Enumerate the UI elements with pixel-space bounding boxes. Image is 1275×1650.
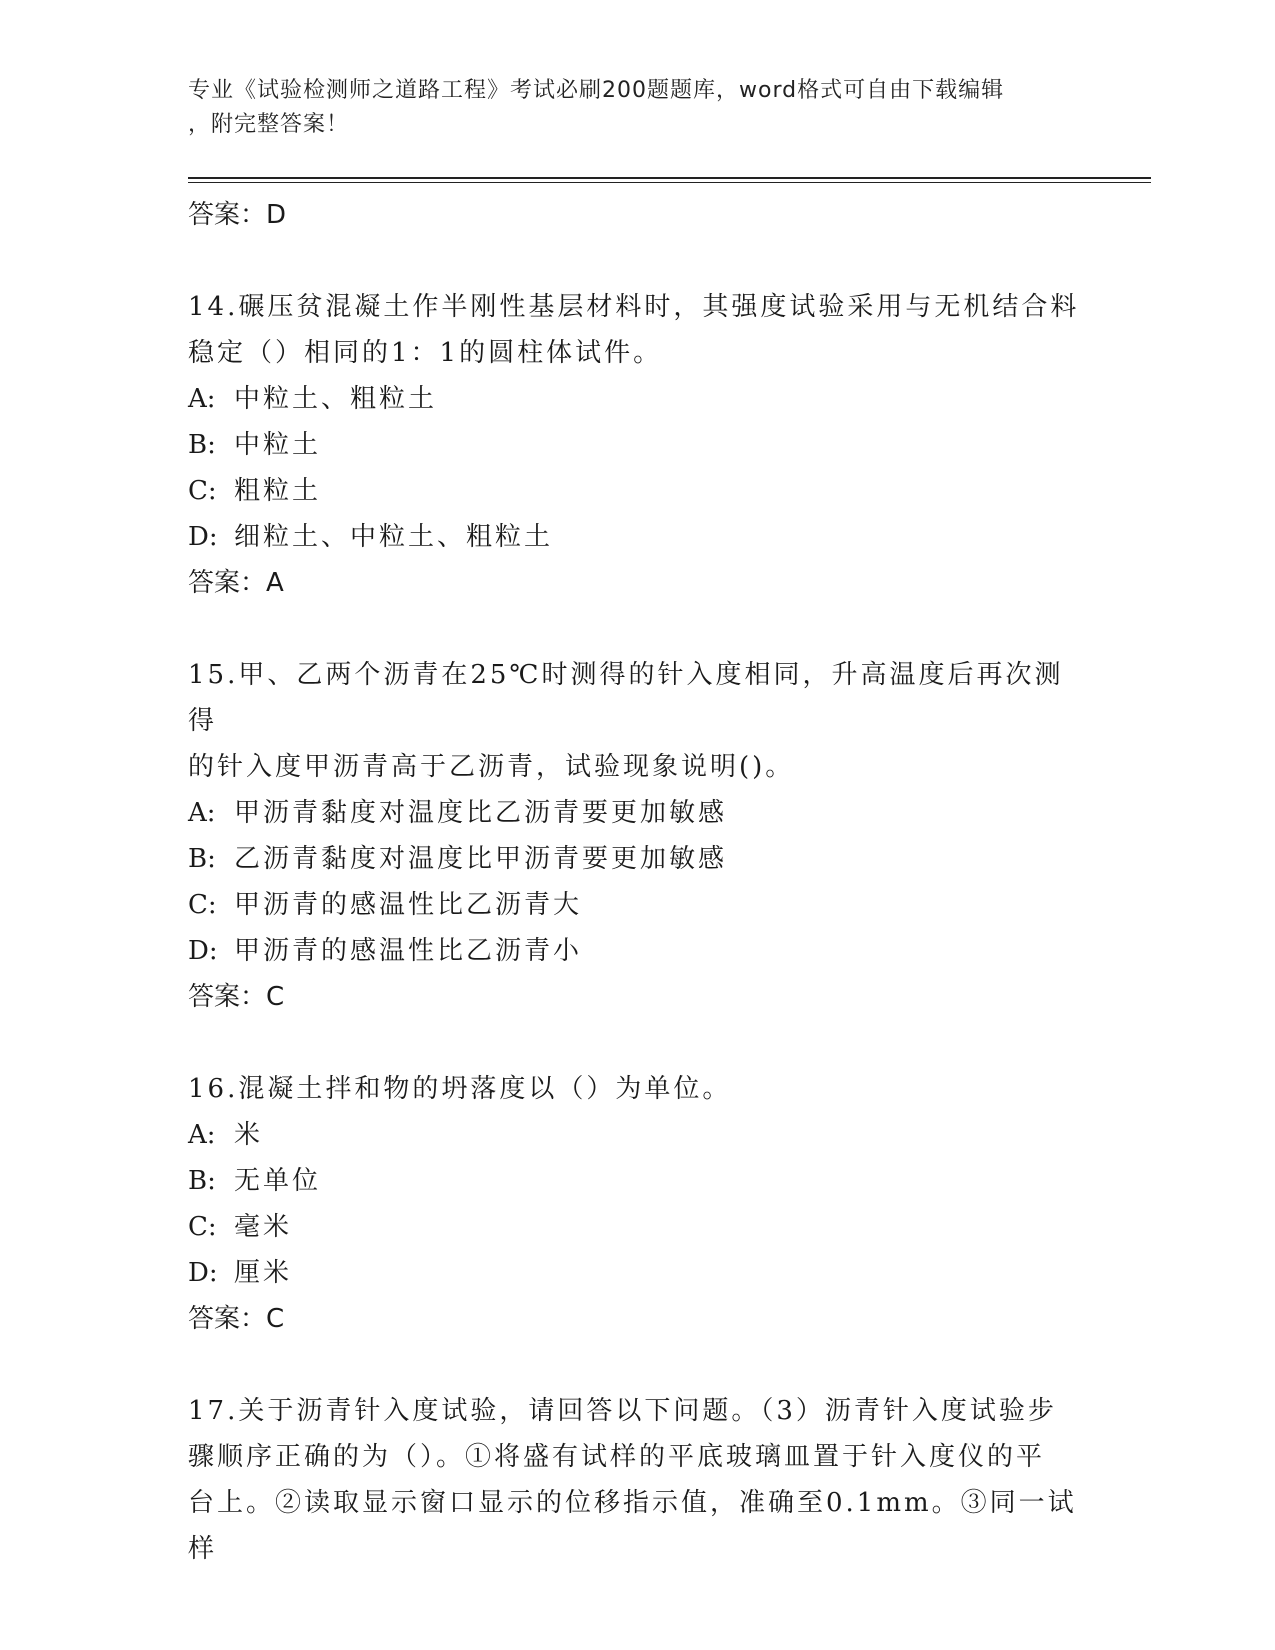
option-text: 细粒土、中粒土、粗粒土 — [234, 522, 554, 552]
question-stem-line: 的针入度甲沥青高于乙沥青，试验现象说明()。 — [188, 752, 795, 782]
previous-answer: 答案：D — [188, 200, 287, 230]
option-d — [188, 928, 1088, 974]
question-17 — [188, 1388, 1088, 1572]
option-text: 甲沥青的感温性比乙沥青大 — [234, 890, 583, 920]
option-key: D: — [188, 936, 218, 966]
option-key: C: — [188, 476, 217, 506]
header-divider-thick — [188, 177, 1151, 179]
option-a — [188, 1112, 1088, 1158]
option-key: B: — [188, 844, 216, 874]
question-stem-line: 14.碾压贫混凝土作半刚性基层材料时，其强度试验采用与无机结合料 — [188, 292, 1080, 322]
option-text: 乙沥青黏度对温度比甲沥青要更加敏感 — [234, 844, 728, 874]
header-line-1: 专业《试验检测师之道路工程》考试必刷200题题库，word格式可自由下载编辑 — [188, 78, 1005, 103]
option-d — [188, 1250, 1088, 1296]
option-key: D: — [188, 1258, 218, 1288]
option-key: D: — [188, 522, 218, 552]
option-a — [188, 376, 1088, 422]
option-key: C: — [188, 1212, 217, 1242]
question-15 — [188, 652, 1088, 1020]
option-text: 无单位 — [234, 1166, 322, 1196]
option-key: B: — [188, 430, 216, 460]
question-stem-line: 稳定（）相同的1：1的圆柱体试件。 — [188, 338, 663, 368]
option-b — [188, 422, 1088, 468]
option-text: 粗粒土 — [234, 476, 322, 506]
option-b — [188, 1158, 1088, 1204]
answer-line: 答案：C — [188, 982, 285, 1012]
option-text: 甲沥青黏度对温度比乙沥青要更加敏感 — [234, 798, 728, 828]
question-stem-line: 台上。②读取显示窗口显示的位移指示值，准确至0.1mm。③同一试样 — [188, 1488, 1077, 1564]
question-stem-line: 17.关于沥青针入度试验，请回答以下问题。（3）沥青针入度试验步 — [188, 1396, 1057, 1426]
option-b — [188, 836, 1088, 882]
option-a — [188, 790, 1088, 836]
option-text: 中粒土 — [234, 430, 322, 460]
question-14 — [188, 284, 1088, 606]
option-key: B: — [188, 1166, 216, 1196]
document-header — [188, 74, 1068, 142]
answer-line: 答案：C — [188, 1304, 285, 1334]
option-key: A: — [188, 1120, 216, 1150]
question-list — [188, 184, 1088, 1572]
option-d — [188, 514, 1088, 560]
option-c — [188, 882, 1088, 928]
option-c — [188, 468, 1088, 514]
answer-line: 答案：A — [188, 568, 284, 598]
header-line-2: ，附完整答案！ — [188, 112, 350, 137]
question-stem-line: 15.甲、乙两个沥青在25℃时测得的针入度相同，升高温度后再次测得 — [188, 660, 1064, 736]
option-text: 中粒土、粗粒土 — [234, 384, 438, 414]
option-text: 米 — [234, 1120, 264, 1150]
option-key: A: — [188, 798, 216, 828]
option-text: 甲沥青的感温性比乙沥青小 — [234, 936, 583, 966]
question-16 — [188, 1066, 1088, 1342]
option-text: 毫米 — [234, 1212, 293, 1242]
option-key: A: — [188, 384, 216, 414]
option-key: C: — [188, 890, 217, 920]
header-divider-thin — [188, 182, 1151, 183]
question-stem-line: 骤顺序正确的为（）。①将盛有试样的平底玻璃皿置于针入度仪的平 — [188, 1442, 1046, 1472]
option-text: 厘米 — [234, 1258, 293, 1288]
option-c — [188, 1204, 1088, 1250]
question-stem-line: 16.混凝土拌和物的坍落度以（）为单位。 — [188, 1074, 732, 1104]
